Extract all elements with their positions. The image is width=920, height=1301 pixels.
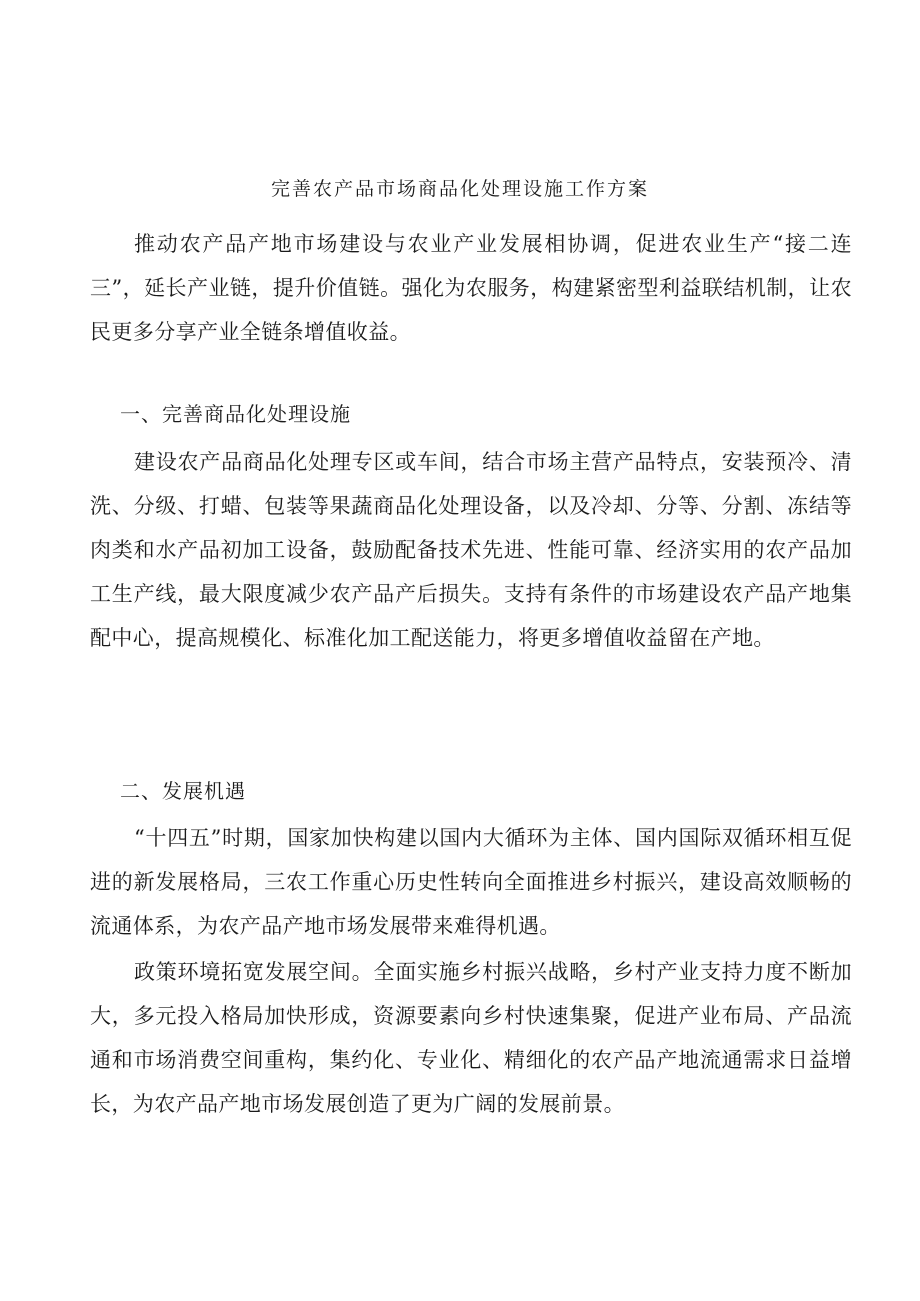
document-title: 完善农产品市场商品化处理设施工作方案	[270, 178, 649, 200]
section2-paragraph-2: 政策环境拓宽发展空间。全面实施乡村振兴战略，乡村产业支持力度不断加大，多元投入格局加快形成，资源要素向乡村快速集聚，促进产业布局、产品流通和市场消费空间重构，集约化、专业化、精细化的农产品产地流通需求日益增长，为农产品产地市场发展创造了更为广阔的发展前景。	[90, 960, 852, 1116]
section1-heading: 一、完善商品化处理设施	[120, 402, 351, 426]
section1-paragraph: 建设农产品商品化处理专区或车间，结合市场主营产品特点，安装预冷、清洗、分级、打蜡、包装等果蔬商品化处理设备，以及冷却、分等、分割、冻结等肉类和水产品初加工设备，鼓励配备技术先进、性能可靠、经济实用的农产品加工生产线，最大限度减少农产品产后损失。支持有条件的市场建设农产品产地集配中心，提高规模化、标准化加工配送能力，将更多增值收益留在产地。	[90, 450, 852, 650]
intro-paragraph: 推动农产品产地市场建设与农业产业发展相协调，促进农业生产“接二连三”，延长产业链，提升价值链。强化为农服务，构建紧密型利益联结机制，让农民更多分享产业全链条增值收益。	[90, 232, 852, 344]
section2-heading: 二、发展机遇	[120, 779, 246, 803]
section2-paragraph-1: “十四五”时期，国家加快构建以国内大循环为主体、国内国际双循环相互促进的新发展格局，三农工作重心历史性转向全面推进乡村振兴，建设高效顺畅的流通体系，为农产品产地市场发展带来难得机遇。	[90, 826, 852, 938]
